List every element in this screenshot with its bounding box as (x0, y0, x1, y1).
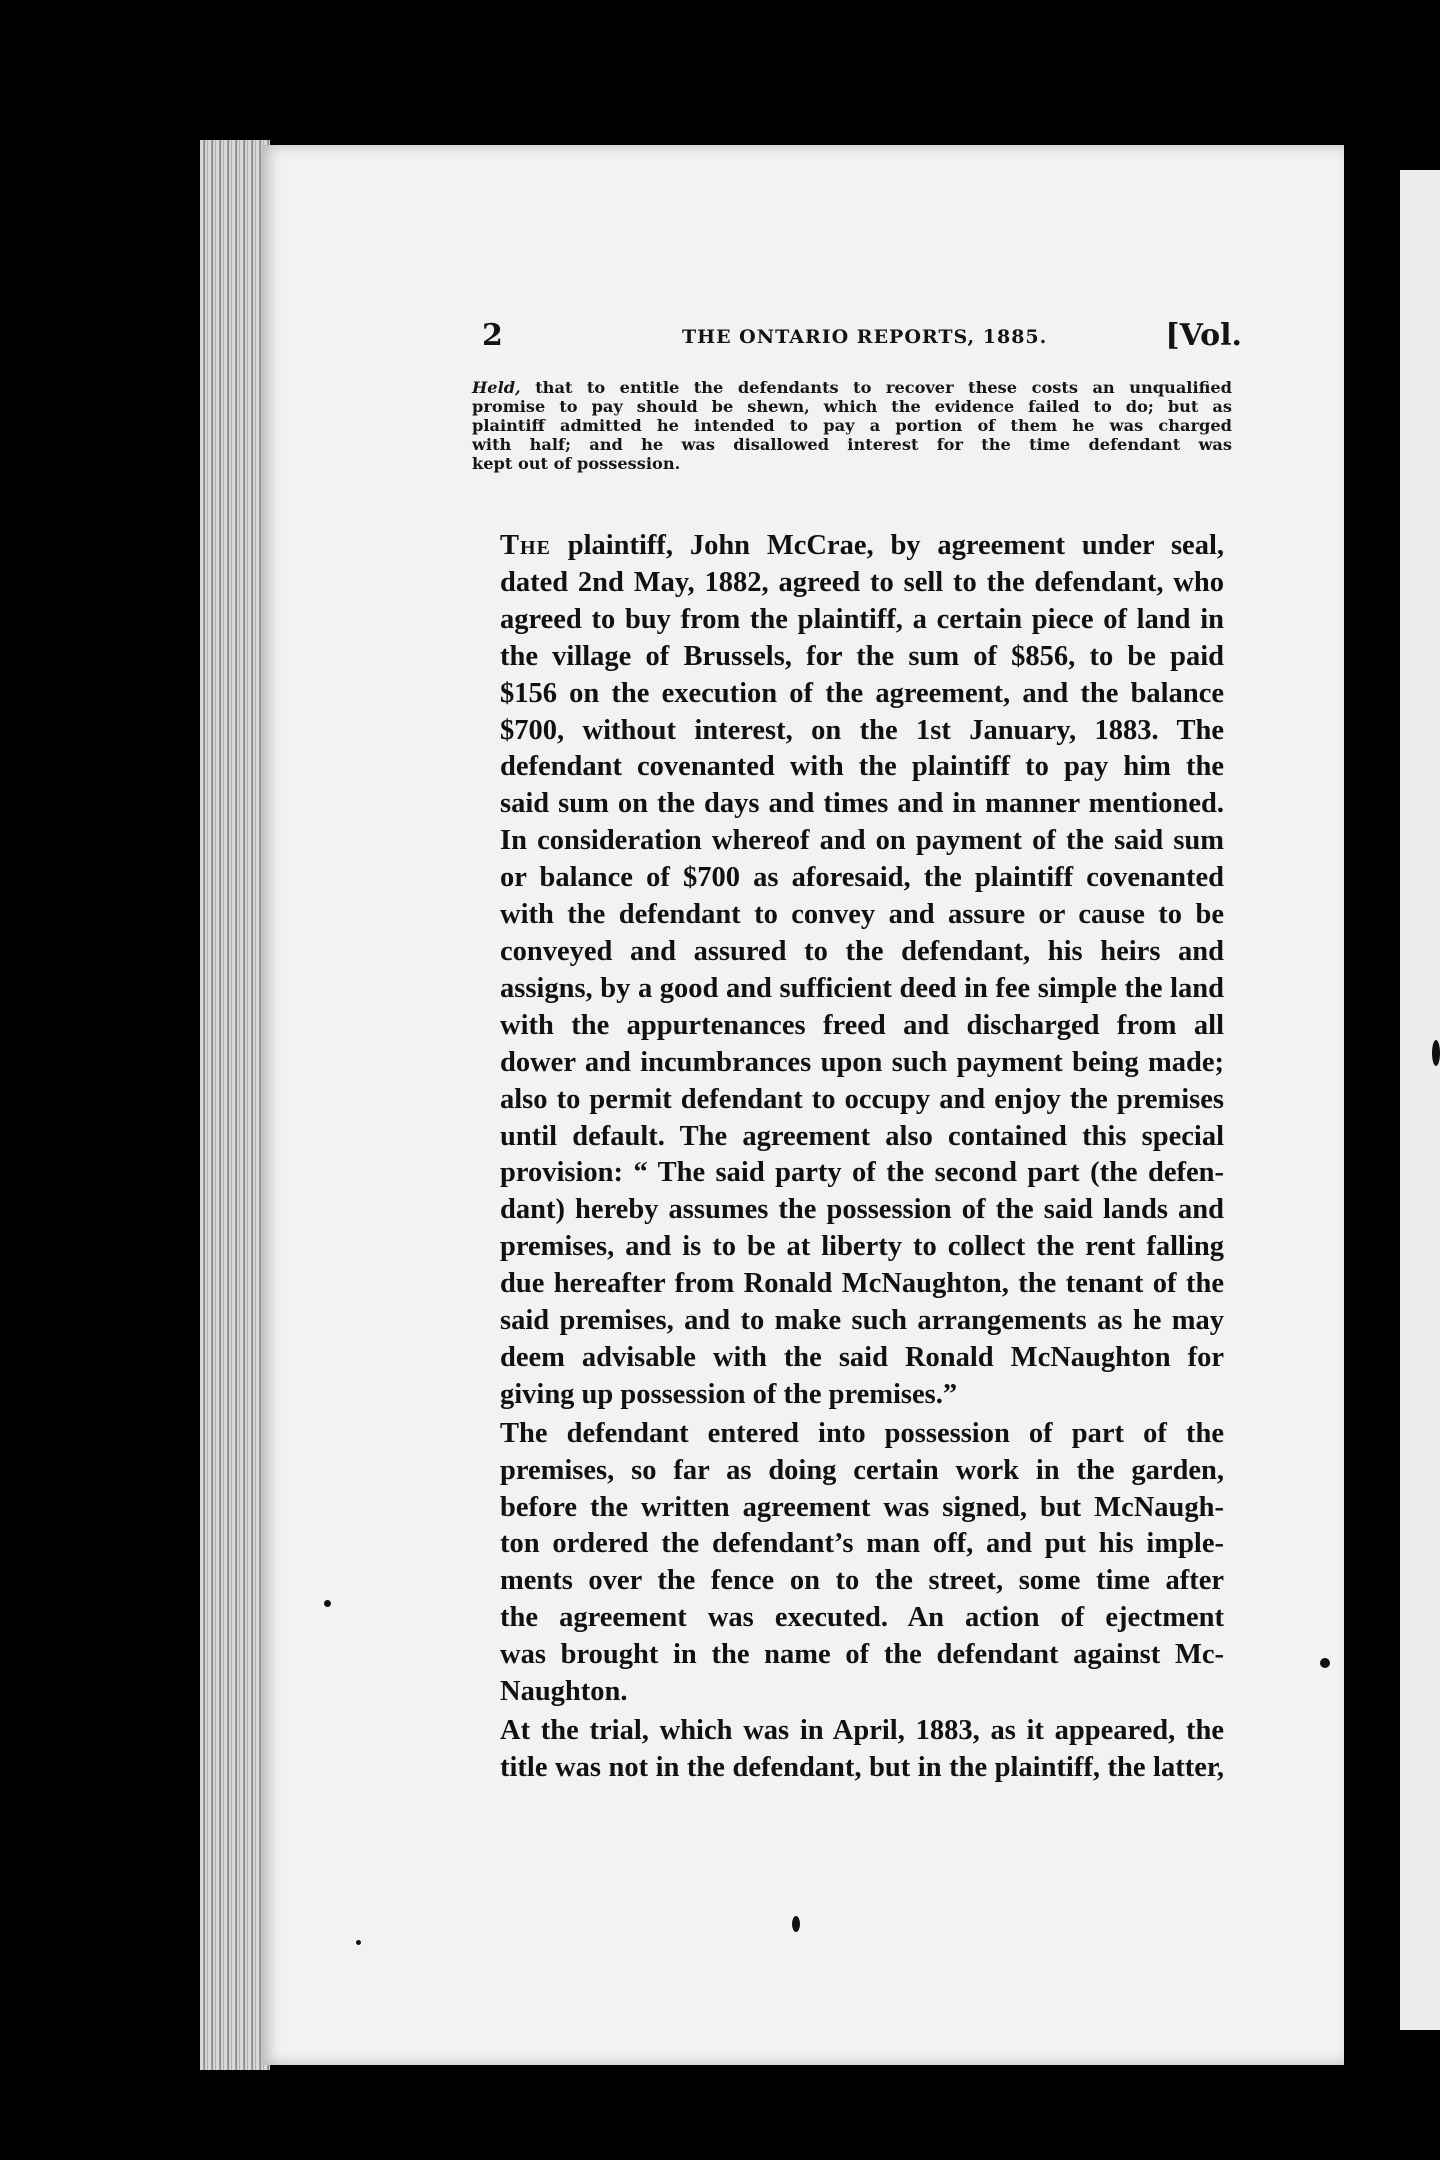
running-head: THE ONTARIO REPORTS, 1885. (682, 326, 1048, 348)
text-line: defendant covenanted with the plaintiff to pay him the (500, 751, 1224, 783)
text-line: dated 2nd May, 1882, agreed to sell to the defendant, who (500, 566, 1224, 598)
volume-label: [Vol. (1165, 318, 1242, 353)
text-line: title was not in the defendant, but in the plaintiff, the latter, (500, 1751, 1224, 1783)
text-line: the agreement was executed. An action of ejectment (500, 1602, 1224, 1634)
text-line: dower and incumbrances upon such payment being made; (500, 1046, 1224, 1078)
headnote (472, 378, 1232, 473)
text-line: with the defendant to convey and assure or cause to be (500, 899, 1224, 931)
text-line: ton ordered the defendant’s man off, and put his imple- (500, 1528, 1224, 1560)
headnote-line: kept out of possession. (472, 454, 681, 473)
text-line: due hereafter from Ronald McNaughton, the tenant of the (500, 1268, 1224, 1300)
lead-word: The (500, 530, 551, 561)
text-line: agreed to buy from the plaintiff, a certain piece of land in (500, 603, 1224, 635)
text-line: said sum on the days and times and in manner mentioned. (500, 788, 1224, 820)
text-line: ments over the fence on to the street, some time after (500, 1565, 1224, 1597)
text-line: assigns, by a good and sufficient deed in fee simple the land (500, 972, 1224, 1004)
facing-page-edge (1400, 170, 1440, 2030)
text-line: At the trial, which was in April, 1883, as it appeared, the (500, 1715, 1224, 1746)
text-line: with the appurtenances freed and discharged from all (500, 1009, 1224, 1041)
text-line: the village of Brussels, for the sum of $856, to be paid (500, 640, 1224, 672)
book-page-edges (200, 140, 270, 2070)
text-line: premises, and is to be at liberty to collect the rent falling (500, 1231, 1224, 1263)
headnote-line: with half; and he was disallowed interest for the time defendant was (472, 435, 1232, 454)
text-line: The plaintiff, John McCrae, by agreement under seal, (500, 530, 1224, 561)
headnote-line: plaintiff admitted he intended to pay a portion of them he was charged (472, 416, 1232, 435)
scan-speck (792, 1916, 800, 1932)
paragraph-facts (474, 528, 1224, 1414)
text-line: premises, so far as doing certain work in the garden, (500, 1454, 1224, 1486)
page-header (482, 318, 1242, 366)
text-line: dant) hereby assumes the possession of the said lands and (500, 1194, 1224, 1226)
text-line: conveyed and assured to the defendant, his heirs and (500, 935, 1224, 967)
text-line: $700, without interest, on the 1st January, 1883. The (500, 714, 1224, 746)
scan-speck (1320, 1658, 1330, 1668)
page-number: 2 (482, 318, 503, 353)
text-line: In consideration whereof and on payment of the said sum (500, 825, 1224, 857)
text-line: before the written agreement was signed, but McNaugh- (500, 1491, 1224, 1523)
paragraph-possession (474, 1416, 1224, 1711)
text-line: said premises, and to make such arrangements as he may (500, 1305, 1224, 1337)
text-line: provision: “ The said party of the second part (the defen- (500, 1157, 1224, 1189)
text-line: giving up possession of the premises.” (500, 1378, 958, 1410)
text-line: also to permit defendant to occupy and enjoy the premises (500, 1083, 1224, 1115)
scan-speck (1432, 1040, 1440, 1066)
text-line: until default. The agreement also contained this special (500, 1120, 1224, 1152)
text-line: or balance of $700 as aforesaid, the plaintiff covenanted (500, 862, 1224, 894)
held-label: Held, (472, 378, 521, 397)
body-text (474, 528, 1224, 1789)
scan-speck (356, 1940, 361, 1945)
headnote-line: Held, that to entitle the defendants to recover these costs an unqualified (472, 378, 1232, 397)
scan-speck (324, 1600, 331, 1607)
paragraph-trial (474, 1713, 1224, 1787)
text-line: was brought in the name of the defendant against Mc- (500, 1639, 1224, 1671)
text-line: The defendant entered into possession of part of the (500, 1417, 1224, 1449)
text-line: $156 on the execution of the agreement, and the balance (500, 677, 1224, 709)
text-line: Naughton. (500, 1676, 628, 1708)
headnote-line: promise to pay should be shewn, which the evidence failed to do; but as (472, 397, 1232, 416)
text-line: deem advisable with the said Ronald McNaughton for (500, 1341, 1224, 1373)
